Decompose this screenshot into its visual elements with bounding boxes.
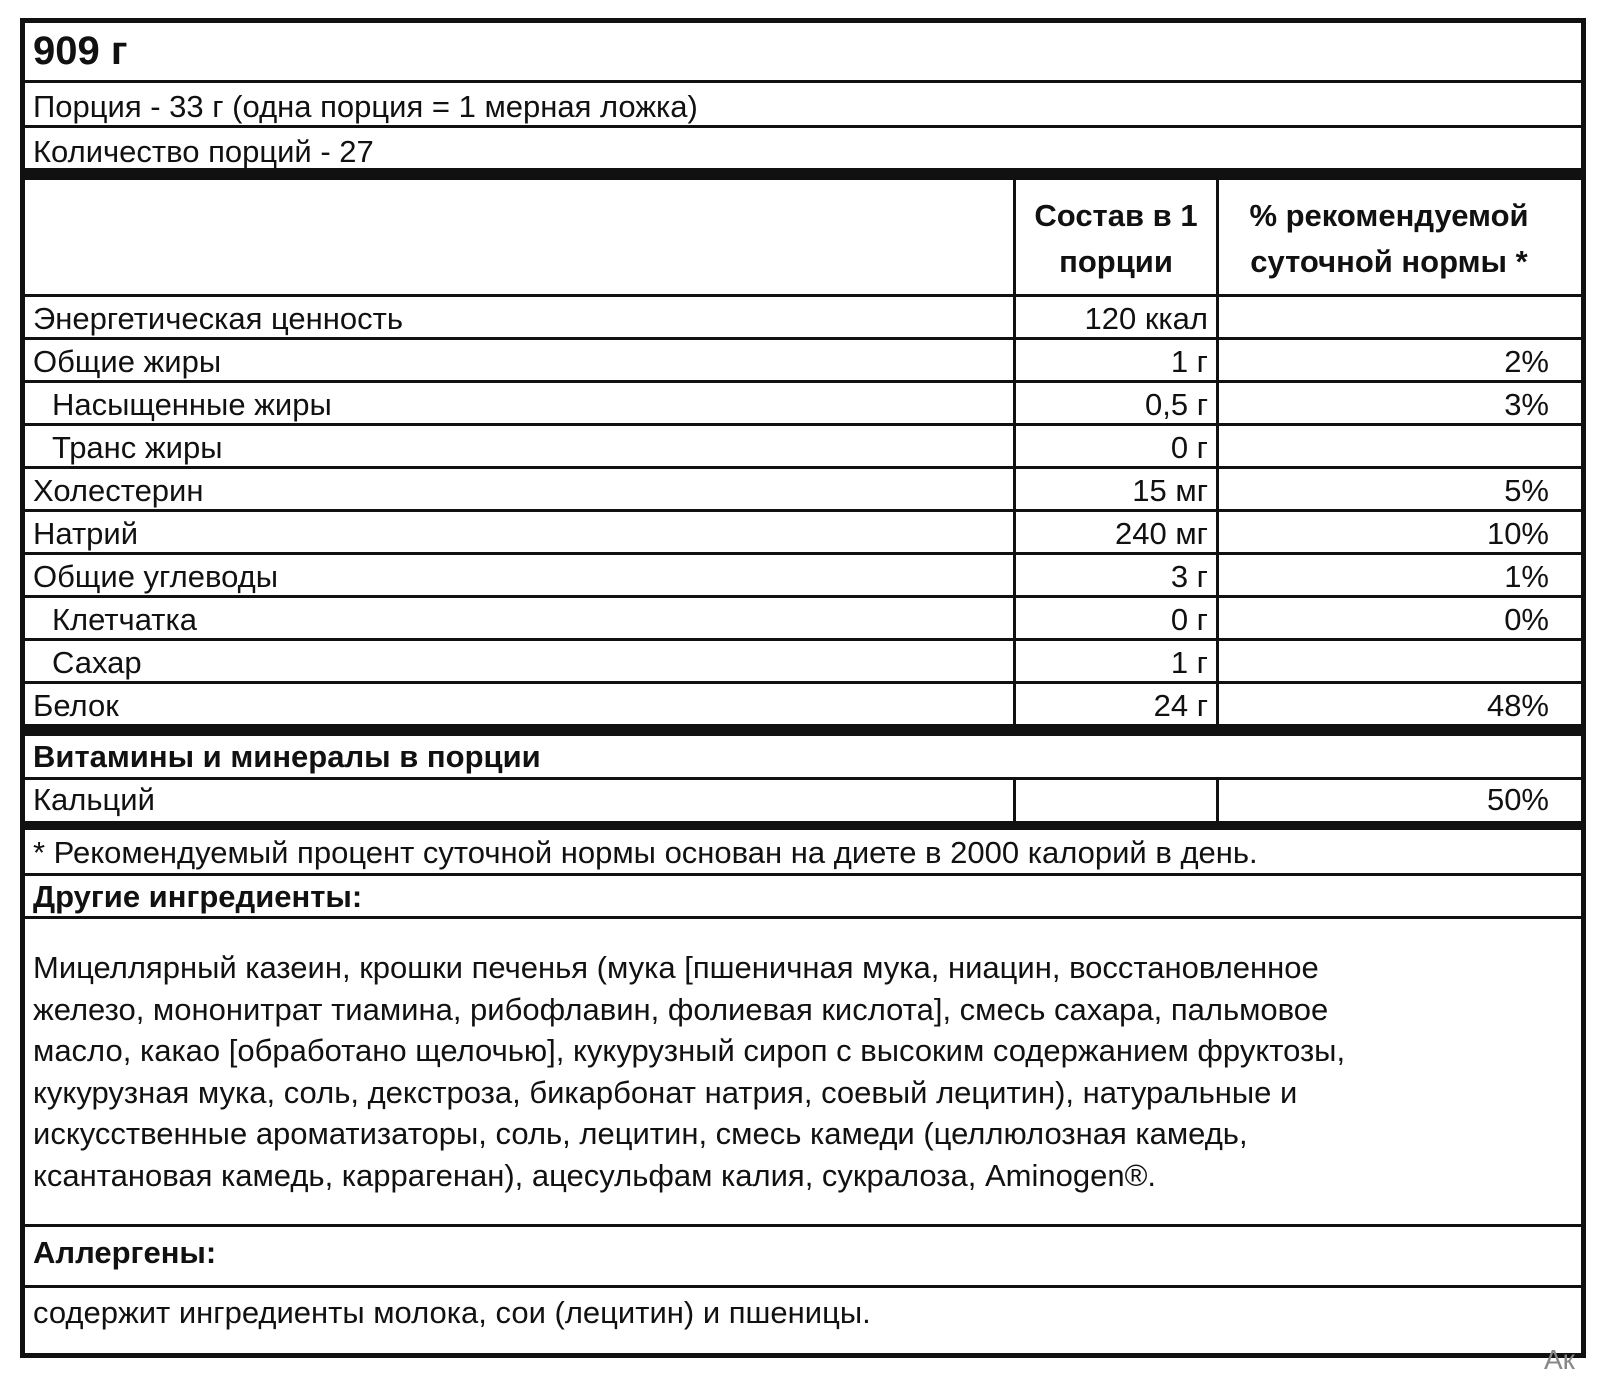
nutrient-amount: 0 г [1170,602,1208,637]
allergens-title: Аллергены: [33,1235,217,1270]
nutrient-row [25,426,1581,469]
watermark: Ак [1544,1344,1575,1375]
nutrient-name: Транс жиры [52,430,223,465]
vitamin-name: Кальций [33,782,155,817]
ingredients-text [33,947,1553,1196]
ingredients-line: искусственные ароматизаторы, соль, лецитин, смесь камеди (целлюлозная камедь, [33,1116,1248,1151]
ingredients-line: железо, мононитрат тиамина, рибофлавин, фолиевая кислота], смесь сахара, пальмовое [33,991,1329,1027]
serving-size: Порция - 33 г (одна порция = 1 мерная ложка) [33,89,698,124]
nutrient-name: Общие жиры [33,344,222,379]
nutrient-name: Холестерин [33,473,204,508]
nutrient-amount: 15 мг [1132,473,1208,508]
nutrient-amount: 1 г [1170,344,1208,379]
nutrient-amount: 240 мг [1115,516,1208,551]
nutrient-dv: 2% [1504,344,1549,379]
servings-count-band [25,128,1581,180]
ingredients-line: ксантановая камедь, каррагенан), ацесульфам калия, сукралоза, Aminogen®. [33,1157,1157,1193]
nutrient-amount: 1 г [1170,645,1208,680]
thick-divider [25,821,1581,830]
ingredients-divider [25,1224,1581,1227]
nutrient-amount: 24 г [1153,688,1208,723]
ingredients-line: Мицеллярный казеин, крошки печенья (мука [пшеничная мука, ниацин, восстановленное [33,950,1319,985]
product-weight: 909 г [33,29,128,73]
daily-value-footnote: * Рекомендуемый процент суточной нормы основан на диете в 2000 калорий в день. [33,835,1258,870]
nutrient-amount: 3 г [1170,559,1208,594]
dv-header-line1: % рекомендуемой [1249,198,1529,233]
nutrient-row [25,297,1581,340]
vitamin-dv: 50% [1486,782,1549,817]
nutrient-row [25,641,1581,684]
nutrient-amount: 0 г [1170,430,1208,465]
nutrient-dv: 5% [1504,473,1549,508]
ingredients-line: масло, какао [обработано щелочью], кукурузный сироп с высоким содержанием фруктозы, [33,1033,1346,1068]
footnote-divider [25,873,1581,876]
nutrient-name: Натрий [33,516,139,551]
nutrient-row [25,598,1581,641]
nutrient-dv: 48% [1486,688,1549,723]
other-ingredients-title: Другие ингредиенты: [33,879,363,914]
amount-column-header [1016,193,1216,285]
nutrient-row [25,512,1581,555]
nutrient-amount: 0,5 г [1144,387,1208,422]
nutrient-row [25,340,1581,383]
dv-header-line2: суточной нормы * [1250,244,1528,279]
nutrition-label [20,18,1586,1358]
nutrient-name: Общие углеводы [33,559,279,594]
serving-size-band [25,83,1581,128]
nutrient-name: Энергетическая ценность [33,301,403,336]
allergens-divider [25,1285,1581,1288]
servings-count: Количество порций - 27 [33,134,374,169]
nutrient-row [25,383,1581,426]
allergens-text: содержит ингредиенты молока, сои (лецитин) и пшеницы. [33,1295,871,1330]
nutrient-dv: 3% [1504,387,1549,422]
nutrient-row [25,469,1581,512]
nutrient-row [25,684,1581,727]
nutrient-row [25,555,1581,598]
nutrient-name: Клетчатка [52,602,197,637]
nutrient-name: Насыщенные жиры [52,387,332,422]
dv-column-header [1219,193,1559,285]
amount-header-line1: Состав в 1 [1034,198,1198,233]
nutrient-dv: 1% [1504,559,1549,594]
nutrient-name: Сахар [52,645,142,680]
ingredients-line: кукурузная мука, соль, декстроза, бикарбонат натрия, соевый лецитин), натуральные и [33,1074,1298,1110]
nutrient-amount: 120 ккал [1084,301,1208,336]
nutrient-name: Белок [33,688,119,723]
vitamins-title: Витамины и минералы в порции [33,739,541,774]
thick-divider [25,724,1581,736]
amount-header-line2: порции [1059,244,1173,279]
vitamin-row [25,780,1581,821]
other-ingredients-divider [25,916,1581,919]
nutrient-dv: 10% [1486,516,1549,551]
nutrient-dv: 0% [1504,602,1549,637]
product-weight-band [25,23,1581,83]
